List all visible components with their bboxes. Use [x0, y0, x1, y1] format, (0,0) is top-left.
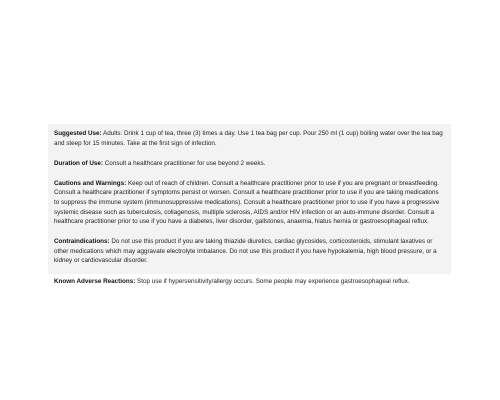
adverse-reactions-text: Stop use if hypersensitivity/allergy occurs. Some people may experience gastroesophageal reflux. — [137, 277, 410, 285]
duration-of-use-text: Consult a healthcare practitioner for use beyond 2 weeks. — [104, 159, 266, 167]
cautions-warnings-paragraph — [54, 179, 445, 227]
cautions-warnings-label: Cautions and Warnings: — [54, 179, 127, 187]
contraindications-paragraph — [54, 237, 445, 266]
adverse-reactions-paragraph — [54, 277, 445, 287]
duration-of-use-paragraph — [54, 159, 445, 169]
adverse-reactions-label: Known Adverse Reactions: — [54, 277, 136, 285]
suggested-use-paragraph — [54, 129, 445, 148]
contraindications-label: Contraindications: — [54, 238, 110, 246]
suggested-use-label: Suggested Use: — [54, 130, 102, 137]
cautions-warnings-text: Keep out of reach of children. Consult a healthcare practitioner prior to use if you are pregnant or breastfeeding. Consult a healthcare practitioner if symptoms persist or worsen. Consult a healthcare practitioner prior to use if you are taking medications to suppress the immune system (immunosuppressive medications). Consult a healthcare practitioner prior to use if you have a progressive systemic disease such as tuberculosis, collagenosis, multiple sclerosis, AIDS and/or HIV infection or an auto-immune disorder. Consult a healthcare practitioner prior to use if you have a diabetes, liver disorder, gallstones, anaemia, hiatus hernia or gastroesophageal reflux. — [54, 179, 440, 226]
contraindications-text: Do not use this product if you are taking thiazide diuretics, cardiac glycosides, corticosteroids, stimulant laxatives or other medications which may aggravate electrolyte imbalance. Do not use this product if you have hypokalemia, high blood pressure, or a kidney or cardiovascular disorder. — [54, 238, 437, 265]
duration-of-use-label: Duration of Use: — [54, 159, 103, 167]
product-info-panel — [48, 124, 451, 285]
suggested-use-text: Adults: Drink 1 cup of tea, three (3) times a day. Use 1 tea bag per cup. Pour 250 ml (1 cup) boiling water over the tea bag and steep for 15 minutes. Take at the first sign of infection. — [54, 130, 443, 147]
